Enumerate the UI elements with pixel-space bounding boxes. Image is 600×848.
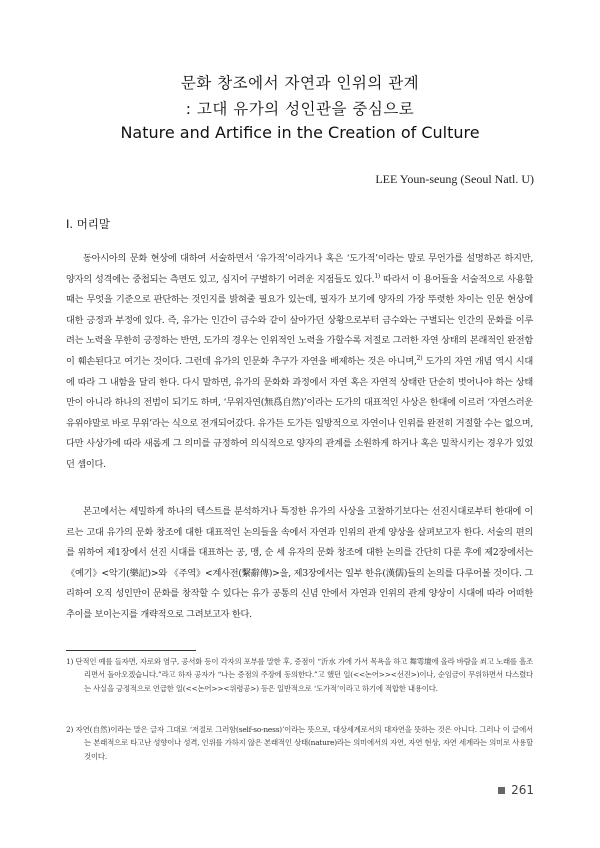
page-footer xyxy=(498,783,534,797)
title-english: Nature and Artifice in the Creation of Culture xyxy=(120,123,480,142)
paragraph1-text-b: 따라서 이 용어들을 서술적으로 사용할 때는 무엇을 기준으로 판단하는 것인지를 밝혀줄 필요가 있는데, 필자가 보기에 양자의 가장 뚜렷한 차이는 인문 현상에 대한 긍정과 부정에 있다. 즉, 유가는 인간이 금수와 같이 살아가던 상황으로부터 금수와는 구별되는 인간의 문화를 이루려는 노력을 무한히 긍정하는 반면, 도가의 경우는 인위적인 노력을 가할수록 저절로 그러한 자연 상태의 본래적인 완전함이 훼손된다고 여기는 것이다. 그런데 유가의 인문화 추구가 자연을 배제하는 것은 아니며, xyxy=(66,273,533,367)
footnote-ref-2[interactable]: 2) xyxy=(416,354,423,362)
footnote-1: 1) 단적인 예를 들자면, 자로와 염구, 공서화 등이 각자의 포부를 말한 후, 증점이 “沂水 가에 가서 목욕을 하고 舞雩壇에 올라 바람을 쐬고 노래를 흘조리면서 돌아오겠습니다.”라고 하자 공자가 “나는 증점의 주장에 동의한다.”고 했던 일(<<논어>><선진>)이나, 순임금이 무위하면서 다스렸다는 사실을 긍정적으로 언급한 일(<<논어>><위령공>) 등은 일반적으로 ‘도가적’이라고 하기에 적합한 내용이다. xyxy=(66,657,533,693)
paragraph1-text-c: 도가의 자연 개념 역시 시대에 따라 그 내함을 달리 한다. 다시 말하면, 유가의 문화화 과정에서 자연 혹은 자연적 상태란 단순히 벗어나야 하는 상태만이 아니라 하나의 전범이 되기도 하며, ‘무위자연(無爲自然)’이라는 도가의 대표적인 사상은 한대에 이르러 ‘자연스러운 유위야말로 바로 무위’라는 식으로 전개되어갔다. 유가든 도가든 일방적으로 자연이나 인위를 완전히 거절할 수는 없으며, 다만 사상가에 따라 새롭게 그 의미를 규정하여 의식적으로 양자의 관계를 소원하게 하거나 혹은 밀착시키는 경우가 있었던 셈이다. xyxy=(66,355,533,470)
title-korean-line1: 문화 창조에서 자연과 인위의 관계 xyxy=(180,74,420,92)
footnote-divider xyxy=(66,650,196,651)
title-korean-line2: : 고대 유가의 성인관을 중심으로 xyxy=(185,100,415,118)
footnote-2: 2) 자연(自然)이라는 말은 글자 그대로 ‘저절로 그러함(self-so-ness)’이라는 뜻으로, 대상세계로서의 대자연을 뜻하는 것은 아니다. 그러나 이 글에서는 본래적으로 타고난 성향이나 성격, 인위를 가하지 않은 본래적인 상태(nature)라는 의미에서의 자연, 자연 현상, 자연 세계라는 의미로 사용할 것이다. xyxy=(66,725,533,761)
footnote-ref-1[interactable]: 1) xyxy=(374,272,380,280)
section-heading: Ⅰ. 머리말 xyxy=(66,217,111,231)
paragraph1-text-a: 동아시아의 문화 현상에 대하여 서술하면서 ‘유가적’이라거나 혹은 ‘도가적’이라는 말로 무언가를 설명하곤 하지만, 양자의 성격에는 중첩되는 측면도 있고, 심지어 구별하기 어려운 지점들도 있다. xyxy=(66,253,533,285)
author-line: LEE Youn-seung (Seoul Natl. U) xyxy=(375,172,534,186)
body-paragraph-2: 본고에서는 세밀하게 하나의 텍스트를 분석하거나 특정한 유가의 사상을 고찰하기보다는 선진시대로부터 한대에 이르는 고대 유가의 문화 창조에 대한 대표적인 논의들을 속에서 자연과 인위의 관계 양상을 살펴보고자 한다. 서술의 편의를 위하여 제1장에서 선진 시대를 대표하는 공, 맹, 순 세 유자의 문화 창조에 대한 논의를 간단히 다룬 후에 제2장에서는 《예기》<악기(樂記)>와 《주역》<계사전(繫辭傳)>을, 제3장에서는 일부 한유(漢儒)들의 논의를 다루어볼 것이다. 그리하여 오직 성인만이 문화를 창작할 수 있다는 유가 공통의 신념 안에서 자연과 인위의 관계 양상이 시대에 따라 어떠한 추이를 보이는지를 개략적으로 그려보고자 한다. xyxy=(66,506,533,620)
page-number: 261 xyxy=(511,783,534,797)
body-paragraph-1 xyxy=(66,249,533,476)
page-marker-square-icon xyxy=(498,787,505,794)
